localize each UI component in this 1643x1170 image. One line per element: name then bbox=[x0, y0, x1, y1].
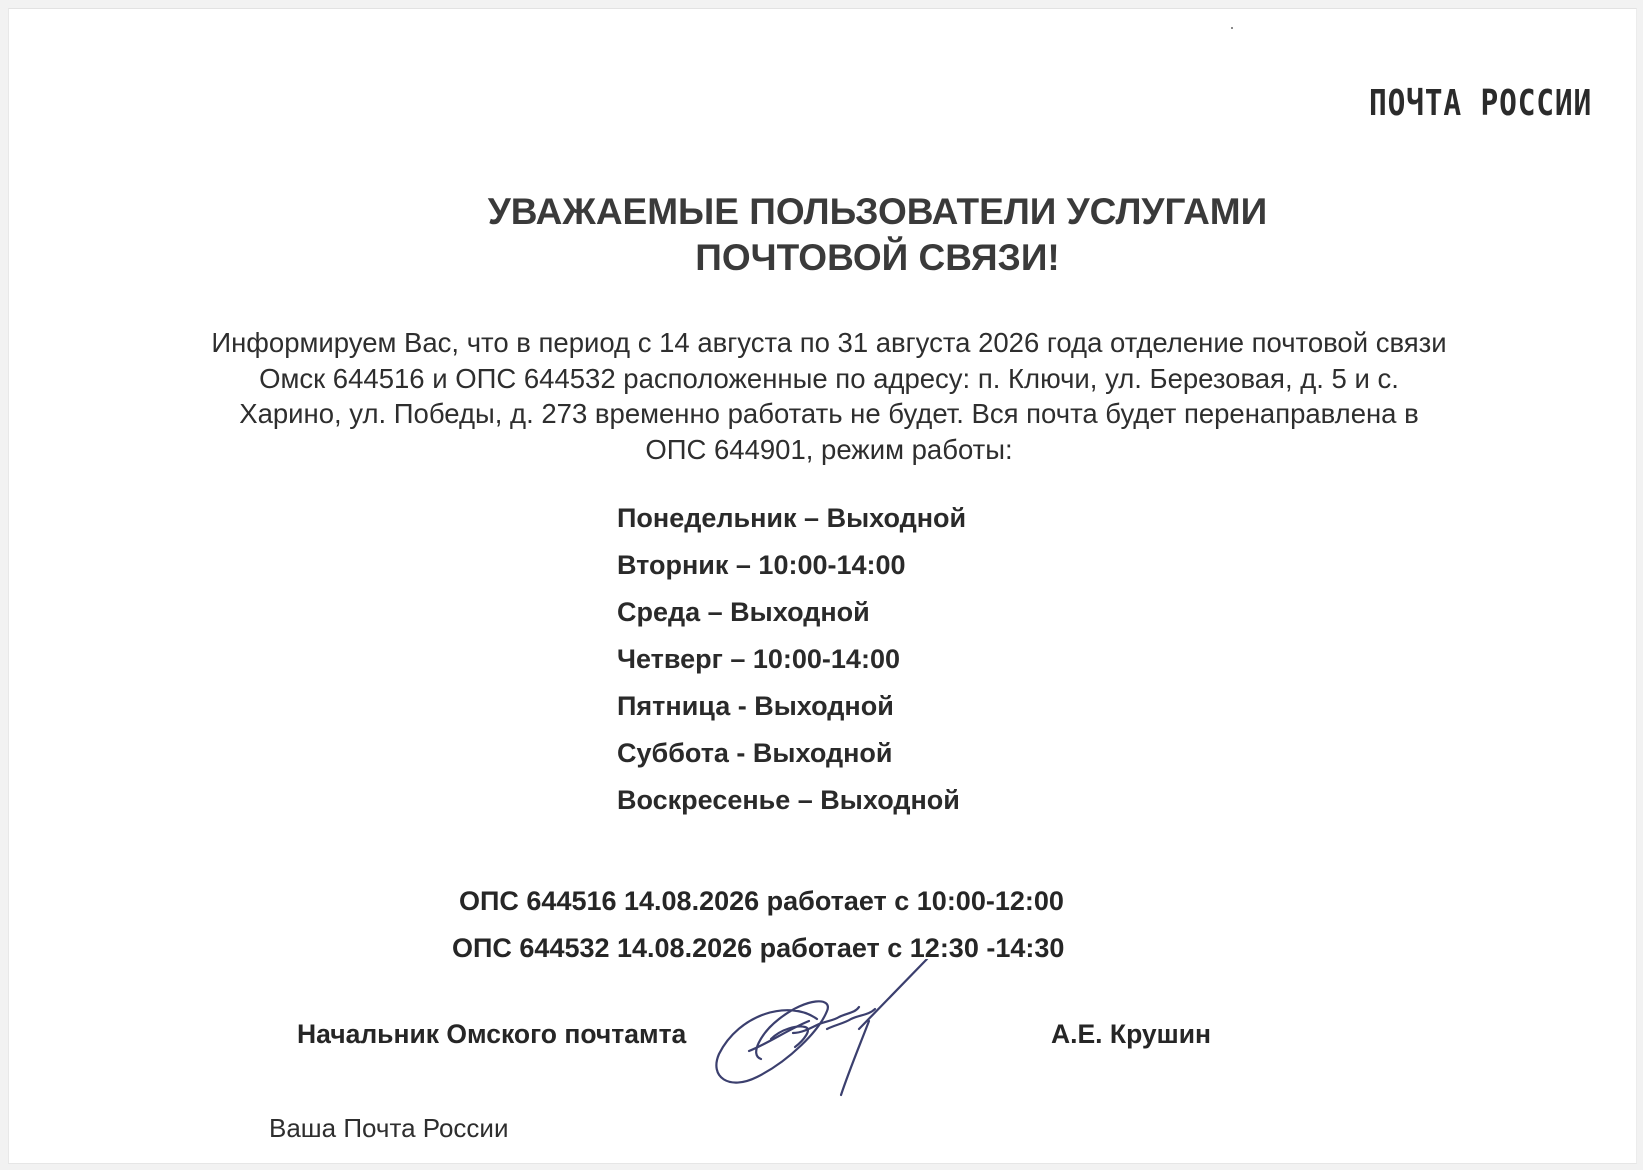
schedule-list bbox=[617, 501, 966, 830]
schedule-friday: Пятница - Выходной bbox=[617, 691, 894, 721]
schedule-tuesday: Вторник – 10:00-14:00 bbox=[617, 550, 906, 580]
footer-text: Ваша Почта России bbox=[269, 1113, 509, 1143]
notice-intro: Информируем Вас, что в период с 14 августа по 31 августа 2026 года отделение почтовой связи Омск 644516 и ОПС 644532 расположенные по адресу: п. Ключи, ул. Березовая, д. 5 и с. Харино, ул. Победы, д. 273 временно работать не будет. Вся почта будет перенаправлена в ОПС 644901, режим работы: bbox=[211, 327, 1447, 465]
special-hours-644532: ОПС 644532 14.08.2026 работает с 12:30 -14:30 bbox=[452, 933, 1065, 963]
notice-title-line2: ПОЧТОВОЙ СВЯЗИ! bbox=[695, 237, 1060, 278]
notice-title-line1: УВАЖАЕМЫЕ ПОЛЬЗОВАТЕЛИ УСЛУГАМИ bbox=[487, 191, 1268, 232]
special-hours bbox=[452, 878, 1065, 972]
schedule-thursday: Четверг – 10:00-14:00 bbox=[617, 644, 900, 674]
handwritten-signature bbox=[709, 959, 959, 1099]
document-sheet bbox=[8, 8, 1637, 1164]
signatory-name: А.Е. Крушин bbox=[1051, 1019, 1212, 1049]
notice-title bbox=[9, 189, 1643, 281]
special-hours-644516: ОПС 644516 14.08.2026 работает с 10:00-12:00 bbox=[459, 886, 1064, 916]
signatory-position: Начальник Омского почтамта bbox=[297, 1019, 687, 1049]
logo-text: ПОЧТА РОССИИ bbox=[1368, 83, 1592, 124]
schedule-sunday: Воскресенье – Выходной bbox=[617, 785, 960, 815]
schedule-monday: Понедельник – Выходной bbox=[617, 503, 967, 533]
schedule-wednesday: Среда – Выходной bbox=[617, 597, 870, 627]
scan-speck bbox=[1231, 27, 1233, 29]
schedule-saturday: Суббота - Выходной bbox=[617, 738, 893, 768]
